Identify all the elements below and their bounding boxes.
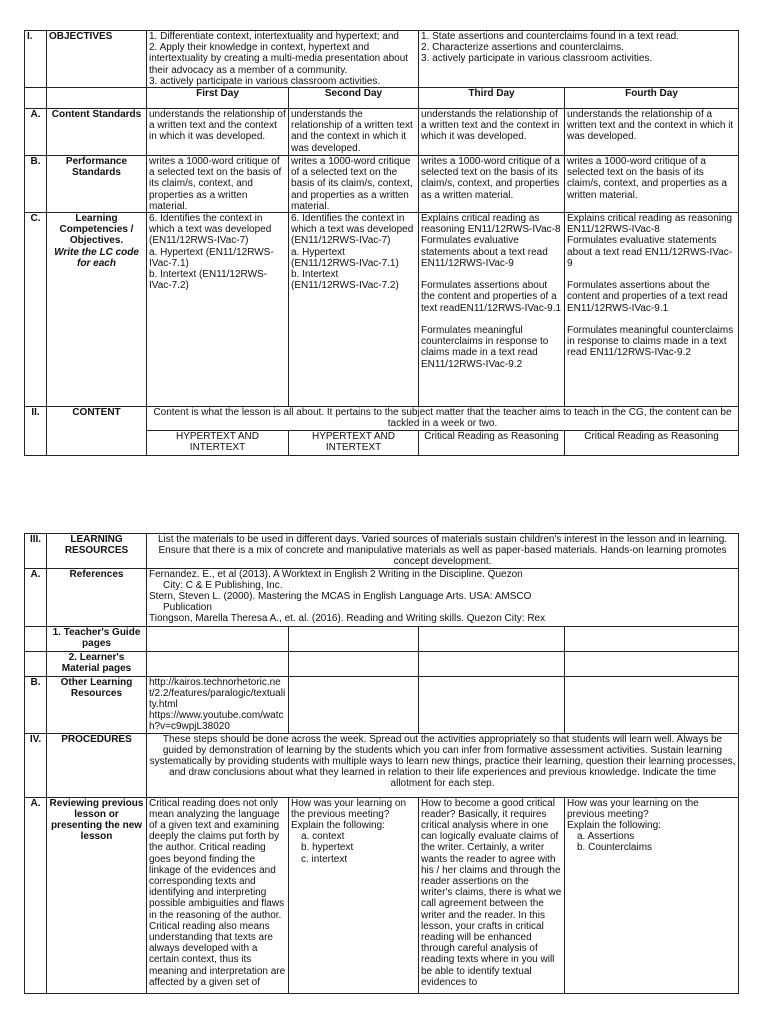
reviewing-day2 [289, 797, 419, 993]
cell-text: writes a 1000-word critique of a selected text on the basis of its claim/s, context, and properties as a written material. [289, 156, 419, 213]
row-number: IV. [25, 733, 47, 797]
row-number: A. [25, 797, 47, 993]
content-note-row [25, 407, 739, 431]
other-resources-row [25, 676, 739, 733]
review-intro: How was your learning on the previous meeting? Explain the following: [291, 797, 407, 832]
procedures-label: PROCEDURES [47, 733, 147, 797]
reviewing-row [25, 797, 739, 993]
review-item: a. Assertions [577, 831, 635, 843]
review-intro: How was your learning on the previous meeting? Explain the following: [567, 797, 699, 832]
objectives-days-3-4: 1. State assertions and counterclaims found in a text read. 2. Characterize assertions and counterclaims. 3. actively participate in various classroom activities. [419, 31, 739, 88]
day-header-row [25, 88, 739, 109]
reviewing-day1: Critical reading does not only mean analyzing the language of a given text and examining deeply the claims put forth by the author. Critical reading goes beyond finding the linkage of the evidences and corresponding texts and identifying and interpreting possible ambiguities and flaws in the reasoning of the author. Critical reading also means understanding that texts are always developed with a certain context, thus its meaning and interpretation are affected by a given set of [147, 797, 289, 993]
reviewing-day4 [565, 797, 739, 993]
content-note: Content is what the lesson is all about. It pertains to the subject matter that the teacher aims to teach in the CG, the content can be tackled in a week or two. [147, 407, 739, 431]
performance-standards-row [25, 156, 739, 213]
content-label: CONTENT [47, 407, 147, 456]
day-header-third: Third Day [419, 88, 565, 109]
cell-text: Explains critical reading as reasoning EN11/12RWS-IVac-8 Formulates evaluative statements about a text read EN11/12RWS-IVac-9 Formulates assertions about the content and properties of a text readEN11/12RWS-IVac-9.1 Formulates meaningful counterclaims in response to claims made in a text read EN11/12RWS-IVac-9.2 [419, 213, 565, 407]
row-number: B. [25, 676, 47, 733]
learning-competencies-row [25, 213, 739, 407]
row-number: A. [25, 568, 47, 626]
row-number: III. [25, 534, 47, 569]
content-topic: HYPERTEXT AND INTERTEXT [147, 431, 289, 456]
day-header-first: First Day [147, 88, 289, 109]
learners-material-row [25, 651, 739, 676]
content-topic: Critical Reading as Reasoning [419, 431, 565, 456]
row-number: B. [25, 156, 47, 213]
reference-line: Publication [163, 602, 212, 614]
cell-text: writes a 1000-word critique of a selected text on the basis of its claim/s, context, and properties as a written material. [147, 156, 289, 213]
reference-line: City: C & E Publishing, Inc. [163, 579, 283, 591]
review-item: b. Counterclaims [577, 842, 653, 854]
reference-line: Fernandez. E., et al (2013). A Worktext in English 2 Writing in the Discipline. Quezon [149, 568, 523, 580]
day-header-second: Second Day [289, 88, 419, 109]
reviewing-day3: How to become a good critical reader? Basically, it requires critical analysis where in one can logically evaluate claims of the writer. Certainly, a writer wants the reader to agree with his / her claims and through the reader assertions on the writer's claims, there is what we call agreement between the writer and the reader. In this lesson, your crafts in critical reading will be enhanced through careful analysis of reading texts where in you will be able to identify textual evidences to [419, 797, 565, 993]
cell-text: writes a 1000-word critique of a selected text on the basis of its claim/s, context, and properties as a written material. [565, 156, 739, 213]
content-standards-label: Content Standards [47, 109, 147, 156]
learners-material-label: 2. Learner's Material pages [47, 651, 147, 676]
objectives-label: OBJECTIVES [47, 31, 147, 88]
cell-text: 6. Identifies the context in which a text was developed (EN11/12RWS-IVac-7) a. Hypertext (EN11/12RWS-IVac-7.1) b. Intertext (EN11/12RWS-IVac-7.2) [289, 213, 419, 407]
references-row [25, 568, 739, 626]
cell-text: understands the relationship of a written text and the context in which it was developed. [147, 109, 289, 156]
review-item: a. context [301, 831, 345, 843]
procedures-row [25, 733, 739, 797]
row-number: C. [25, 213, 47, 407]
resources-procedures-table [24, 533, 739, 994]
row-number: I. [25, 31, 47, 88]
reviewing-label: Reviewing previous lesson or presenting the new lesson [47, 797, 147, 993]
teachers-guide-row [25, 626, 739, 651]
cell-text: 6. Identifies the context in which a text was developed (EN11/12RWS-IVac-7) a. Hypertext (EN11/12RWS-IVac-7.1) b. Intertext (EN11/12RWS-IVac-7.2) [147, 213, 289, 407]
learning-resources-row [25, 534, 739, 569]
cell-text: Explains critical reading as reasoning EN11/12RWS-IVac-8 Formulates evaluative statements about a text read EN11/12RWS-IVac-9 Formulates assertions about the content and properties of a text read EN11/12RWS-IVac-9.1 Formulates meaningful counterclaims in response to claims made in a text read EN11/12RWS-IVac-9.2 [565, 213, 739, 407]
procedures-note: These steps should be done across the week. Spread out the activities appropriately so that students will learn well. Always be guided by demonstration of learning by the students which you can infer from formative assessment activities. Sustain learning systematically by providing students with multiple ways to learn new things, practice their learning, question their learning processes, and draw conclusions about what they learned in relation to their life experiences and previous knowledge. Indicate the time allotment for each step. [147, 733, 739, 797]
cell-text: understands the relationship of a written text and the context in which it was developed. [289, 109, 419, 156]
content-standards-row [25, 109, 739, 156]
cell-text: writes a 1000-word critique of a selected text on the basis of its claim/s, context, and properties as a written material. [419, 156, 565, 213]
references-label: References [47, 568, 147, 626]
objectives-days-1-2: 1. Differentiate context, intertextuality and hypertext; and 2. Apply their knowledge in context, hypertext and intertextuality by creating a multi-media presentation about their advocacy as a member of a community. 3. actively participate in various classroom activities. [147, 31, 419, 88]
lc-label-note: Write the LC code for each [54, 246, 139, 269]
teachers-guide-label: 1. Teacher's Guide pages [47, 626, 147, 651]
learning-resources-note: List the materials to be used in different days. Varied sources of materials sustain children's interest in the lesson and in learning. Ensure that there is a mix of concrete and manipulative materials as well as paper-based materials. Hands-on learning promotes concept development. [147, 534, 739, 569]
content-topic: Critical Reading as Reasoning [565, 431, 739, 456]
row-number: II. [25, 407, 47, 456]
review-item: c. intertext [301, 853, 348, 865]
references-list [147, 568, 739, 626]
learning-competencies-label [47, 213, 147, 407]
lc-label-text: Learning Competencies / Objectives. [59, 213, 134, 247]
cell-text: understands the relationship of a written text and the context in which it was developed. [419, 109, 565, 156]
review-item: b. hypertext [301, 842, 354, 854]
day-header-fourth: Fourth Day [565, 88, 739, 109]
row-number: A. [25, 109, 47, 156]
learning-resources-label: LEARNING RESOURCES [47, 534, 147, 569]
performance-standards-label: Performance Standards [47, 156, 147, 213]
objectives-row [25, 31, 739, 88]
objectives-table [24, 30, 739, 456]
other-resources-links[interactable]: http://kairos.technorhetoric.net/2.2/features/paralogic/textuality.html https://www.youtube.com/watch?v=c9wpjL38020 [147, 676, 289, 733]
cell-text: understands the relationship of a written text and the context in which it was developed. [565, 109, 739, 156]
reference-line: Stern, Steven L. (2000). Mastering the MCAS in English Language Arts. USA: AMSCO [149, 591, 532, 603]
reference-line: Tiongson, Marella Theresa A., et. al. (2016). Reading and Writing skills. Quezon City: Rex [149, 613, 546, 625]
other-resources-label: Other Learning Resources [47, 676, 147, 733]
content-topic: HYPERTEXT AND INTERTEXT [289, 431, 419, 456]
